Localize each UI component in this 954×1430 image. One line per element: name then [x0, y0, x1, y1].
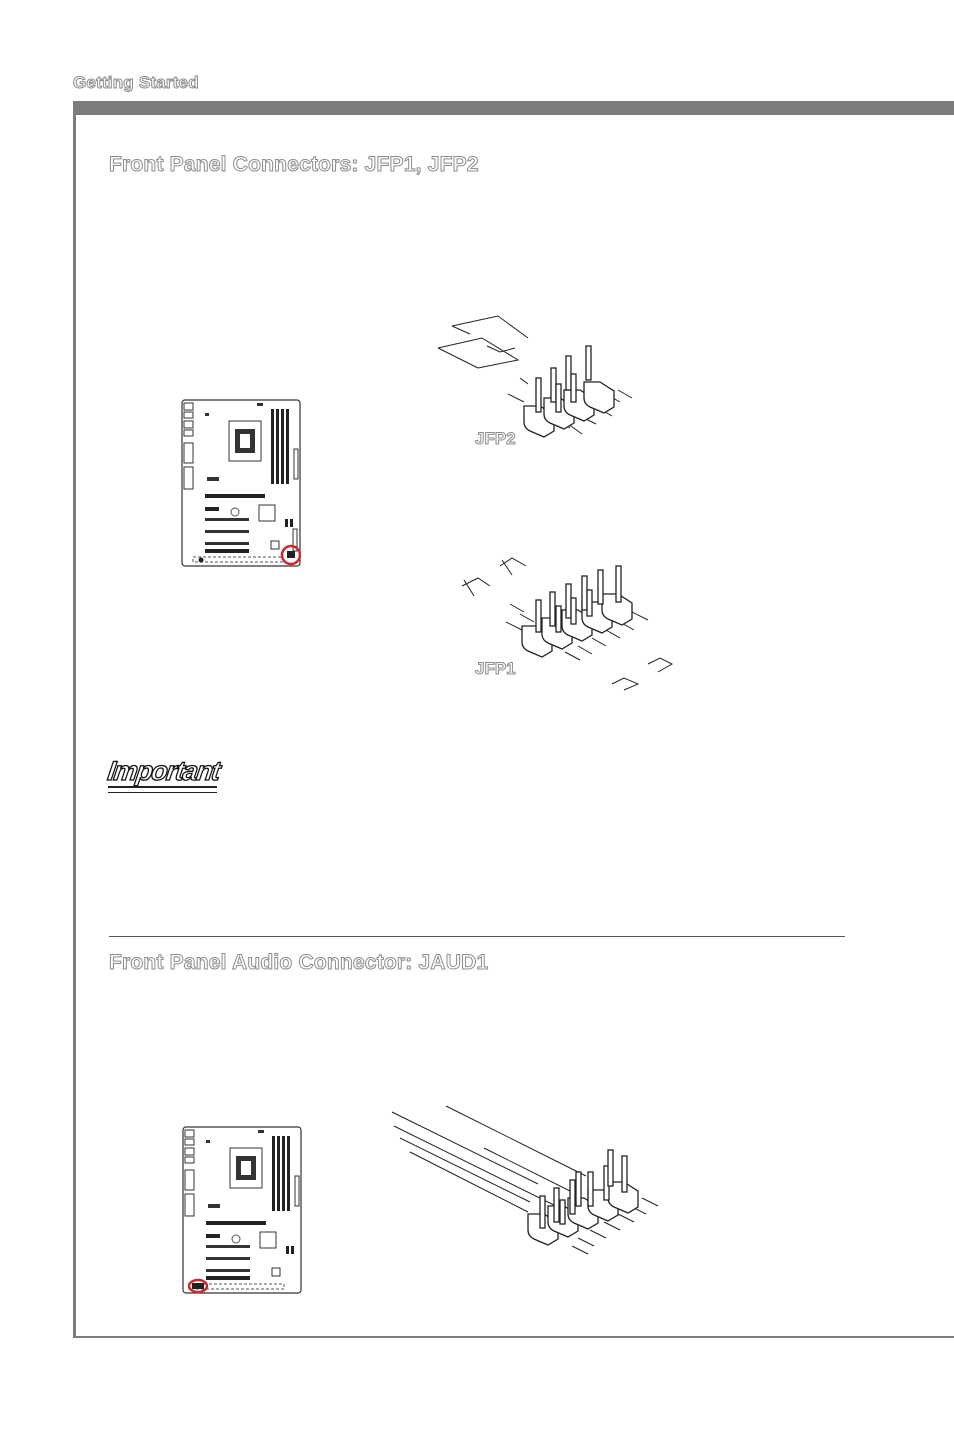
chapter-label: Getting Started — [73, 73, 199, 92]
front-panel-section-title: Front Panel Connectors: JFP1, JFP2 — [109, 153, 479, 176]
jfp1-label: JFP1 — [475, 659, 516, 678]
important-heading: Important — [105, 756, 222, 786]
jfp2-label: JFP2 — [475, 429, 516, 448]
audio-section-title: Front Panel Audio Connector: JAUD1 — [109, 951, 489, 974]
